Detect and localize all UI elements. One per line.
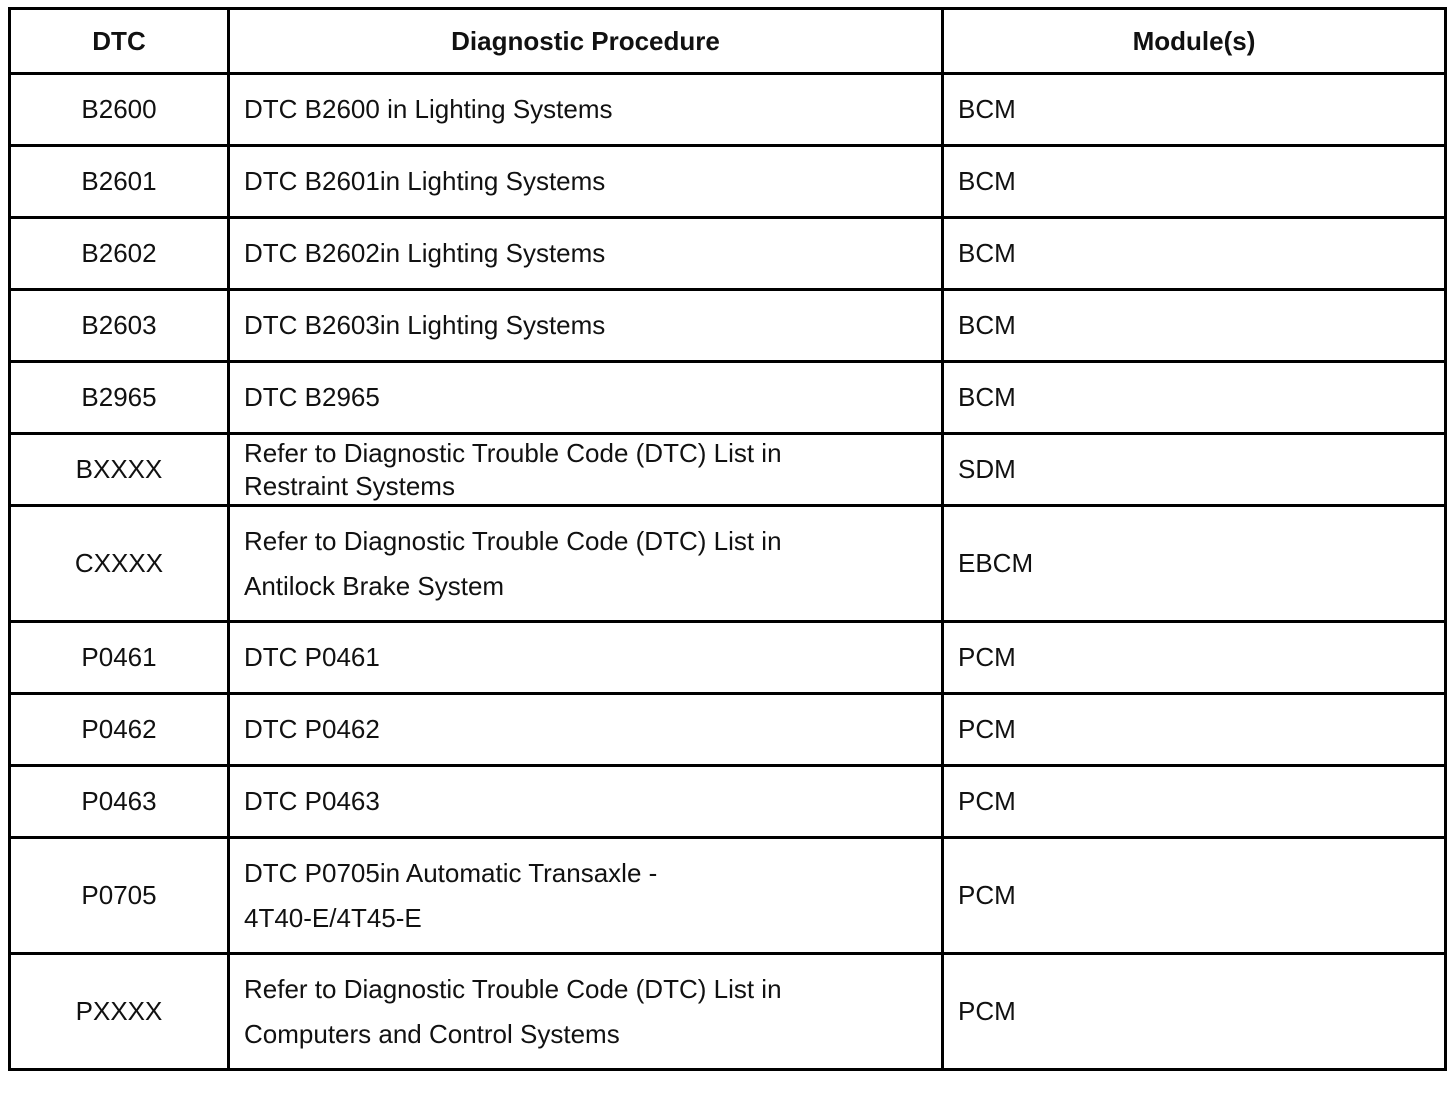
procedure-text-line-1: Refer to Diagnostic Trouble Code (DTC) List in: [244, 974, 782, 1004]
table-row: [10, 622, 1446, 694]
procedure-text: DTC P0461: [244, 642, 380, 673]
module-cell: EBCM: [943, 506, 1446, 622]
table-row: [10, 434, 1446, 506]
header-modules: Module(s): [943, 9, 1446, 74]
table-row: [10, 766, 1446, 838]
procedure-text-line-1: DTC P0705in Automatic Transaxle -: [244, 858, 658, 888]
dtc-code-cell: B2965: [10, 362, 229, 434]
module-cell: BCM: [943, 146, 1446, 218]
procedure-cell: [229, 434, 943, 506]
dtc-code-cell: B2602: [10, 218, 229, 290]
procedure-text-line-1: Refer to Diagnostic Trouble Code (DTC) List in: [244, 438, 782, 468]
table-row: [10, 290, 1446, 362]
procedure-cell: [229, 766, 943, 838]
module-cell: PCM: [943, 694, 1446, 766]
dtc-code-cell: BXXXX: [10, 434, 229, 506]
procedure-text-line-1: Refer to Diagnostic Trouble Code (DTC) List in: [244, 526, 782, 556]
procedure-text: DTC B2965: [244, 382, 380, 413]
table-row: [10, 838, 1446, 954]
procedure-cell: [229, 362, 943, 434]
module-cell: PCM: [943, 838, 1446, 954]
header-diagnostic-procedure: Diagnostic Procedure: [229, 9, 943, 74]
dtc-code-cell: P0705: [10, 838, 229, 954]
procedure-text-line-2: Computers and Control Systems: [244, 1018, 620, 1049]
dtc-table: [8, 7, 1447, 1071]
procedure-text-line-2: Antilock Brake System: [244, 570, 505, 601]
dtc-code-cell: CXXXX: [10, 506, 229, 622]
module-cell: PCM: [943, 766, 1446, 838]
procedure-text: DTC B2601in Lighting Systems: [244, 166, 606, 197]
dtc-code-cell: B2600: [10, 74, 229, 146]
procedure-text: DTC B2603in Lighting Systems: [244, 310, 606, 341]
procedure-text: DTC P0462: [244, 714, 380, 745]
procedure-cell: [229, 838, 943, 954]
dtc-code-cell: B2601: [10, 146, 229, 218]
procedure-text: DTC P0463: [244, 786, 380, 817]
procedure-text-line-2: Restraint Systems: [244, 470, 455, 501]
module-cell: BCM: [943, 74, 1446, 146]
procedure-cell: [229, 290, 943, 362]
dtc-code-cell: P0463: [10, 766, 229, 838]
module-cell: PCM: [943, 622, 1446, 694]
procedure-cell: [229, 954, 943, 1070]
dtc-code-cell: P0461: [10, 622, 229, 694]
dtc-table-container: [8, 7, 1444, 1071]
dtc-code-cell: P0462: [10, 694, 229, 766]
table-row: [10, 506, 1446, 622]
procedure-text: DTC B2600 in Lighting Systems: [244, 94, 613, 125]
table-row: [10, 74, 1446, 146]
table-row: [10, 146, 1446, 218]
table-row: [10, 218, 1446, 290]
header-dtc: DTC: [10, 9, 229, 74]
module-cell: SDM: [943, 434, 1446, 506]
module-cell: BCM: [943, 218, 1446, 290]
procedure-text-line-2: 4T40-E/4T45-E: [244, 902, 422, 933]
module-cell: BCM: [943, 362, 1446, 434]
procedure-cell: [229, 146, 943, 218]
procedure-text: DTC B2602in Lighting Systems: [244, 238, 606, 269]
procedure-cell: [229, 218, 943, 290]
dtc-code-cell: PXXXX: [10, 954, 229, 1070]
procedure-cell: [229, 74, 943, 146]
table-row: [10, 362, 1446, 434]
module-cell: PCM: [943, 954, 1446, 1070]
table-header-row: [10, 9, 1446, 74]
dtc-code-cell: B2603: [10, 290, 229, 362]
procedure-cell: [229, 622, 943, 694]
procedure-cell: [229, 506, 943, 622]
procedure-cell: [229, 694, 943, 766]
table-row: [10, 694, 1446, 766]
table-row: [10, 954, 1446, 1070]
module-cell: BCM: [943, 290, 1446, 362]
